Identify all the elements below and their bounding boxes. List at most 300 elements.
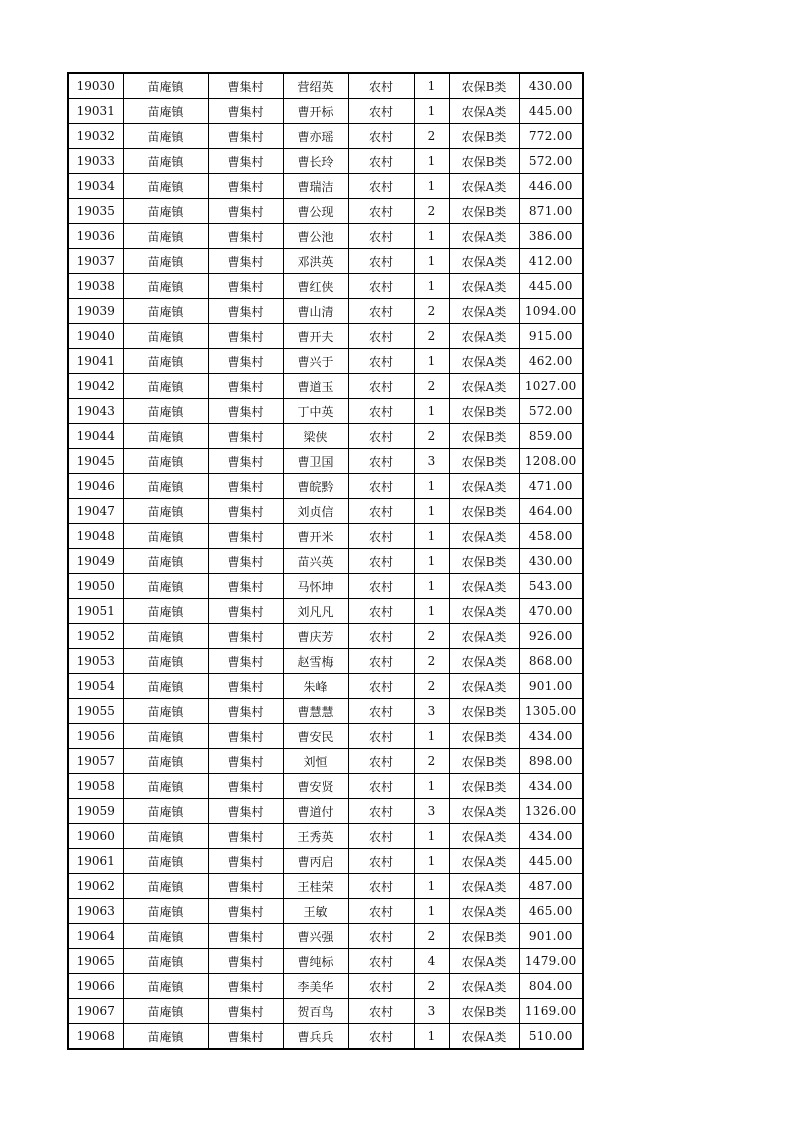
table-row [68, 99, 583, 124]
amount-cell: 772.00 [519, 124, 583, 149]
town-cell: 苗庵镇 [123, 349, 208, 374]
table-row [68, 649, 583, 674]
category-cell: 农保A类 [449, 99, 519, 124]
type-cell: 农村 [348, 199, 414, 224]
category-cell: 农保B类 [449, 699, 519, 724]
amount-cell: 445.00 [519, 274, 583, 299]
category-cell: 农保A类 [449, 249, 519, 274]
count-cell: 2 [414, 974, 449, 999]
village-cell: 曹集村 [208, 224, 283, 249]
village-cell: 曹集村 [208, 749, 283, 774]
count-cell: 1 [414, 1024, 449, 1050]
category-cell: 农保A类 [449, 624, 519, 649]
town-cell: 苗庵镇 [123, 424, 208, 449]
type-cell: 农村 [348, 449, 414, 474]
category-cell: 农保A类 [449, 899, 519, 924]
town-cell: 苗庵镇 [123, 99, 208, 124]
village-cell: 曹集村 [208, 874, 283, 899]
table-row [68, 674, 583, 699]
amount-cell: 1208.00 [519, 449, 583, 474]
village-cell: 曹集村 [208, 73, 283, 99]
town-cell: 苗庵镇 [123, 799, 208, 824]
type-cell: 农村 [348, 224, 414, 249]
name-cell: 曹庆芳 [283, 624, 348, 649]
type-cell: 农村 [348, 799, 414, 824]
category-cell: 农保A类 [449, 274, 519, 299]
table-row [68, 999, 583, 1024]
category-cell: 农保A类 [449, 299, 519, 324]
count-cell: 2 [414, 299, 449, 324]
amount-cell: 465.00 [519, 899, 583, 924]
village-cell: 曹集村 [208, 999, 283, 1024]
count-cell: 2 [414, 199, 449, 224]
amount-cell: 1027.00 [519, 374, 583, 399]
village-cell: 曹集村 [208, 149, 283, 174]
type-cell: 农村 [348, 974, 414, 999]
count-cell: 1 [414, 574, 449, 599]
type-cell: 农村 [348, 1024, 414, 1050]
id-cell: 19030 [68, 73, 123, 99]
table-row [68, 424, 583, 449]
table-row [68, 199, 583, 224]
id-cell: 19068 [68, 1024, 123, 1050]
category-cell: 农保A类 [449, 374, 519, 399]
count-cell: 4 [414, 949, 449, 974]
amount-cell: 1305.00 [519, 699, 583, 724]
amount-cell: 510.00 [519, 1024, 583, 1050]
amount-cell: 446.00 [519, 174, 583, 199]
type-cell: 农村 [348, 349, 414, 374]
amount-cell: 471.00 [519, 474, 583, 499]
town-cell: 苗庵镇 [123, 274, 208, 299]
name-cell: 曹红侠 [283, 274, 348, 299]
amount-cell: 464.00 [519, 499, 583, 524]
town-cell: 苗庵镇 [123, 499, 208, 524]
count-cell: 2 [414, 124, 449, 149]
table-row [68, 499, 583, 524]
category-cell: 农保B类 [449, 924, 519, 949]
village-cell: 曹集村 [208, 574, 283, 599]
table-row [68, 974, 583, 999]
id-cell: 19052 [68, 624, 123, 649]
village-cell: 曹集村 [208, 549, 283, 574]
table-row [68, 399, 583, 424]
id-cell: 19042 [68, 374, 123, 399]
village-cell: 曹集村 [208, 249, 283, 274]
name-cell: 刘恒 [283, 749, 348, 774]
name-cell: 曹道玉 [283, 374, 348, 399]
category-cell: 农保A类 [449, 849, 519, 874]
name-cell: 苗兴英 [283, 549, 348, 574]
village-cell: 曹集村 [208, 324, 283, 349]
category-cell: 农保A类 [449, 649, 519, 674]
amount-cell: 434.00 [519, 774, 583, 799]
name-cell: 曹道付 [283, 799, 348, 824]
town-cell: 苗庵镇 [123, 849, 208, 874]
category-cell: 农保B类 [449, 499, 519, 524]
count-cell: 3 [414, 449, 449, 474]
town-cell: 苗庵镇 [123, 174, 208, 199]
table-row [68, 524, 583, 549]
village-cell: 曹集村 [208, 724, 283, 749]
name-cell: 营绍英 [283, 73, 348, 99]
type-cell: 农村 [348, 849, 414, 874]
table-row [68, 224, 583, 249]
id-cell: 19044 [68, 424, 123, 449]
name-cell: 邓洪英 [283, 249, 348, 274]
type-cell: 农村 [348, 624, 414, 649]
name-cell: 朱峰 [283, 674, 348, 699]
town-cell: 苗庵镇 [123, 774, 208, 799]
name-cell: 曹皖黔 [283, 474, 348, 499]
town-cell: 苗庵镇 [123, 73, 208, 99]
village-cell: 曹集村 [208, 124, 283, 149]
table-row [68, 899, 583, 924]
amount-cell: 926.00 [519, 624, 583, 649]
count-cell: 2 [414, 924, 449, 949]
category-cell: 农保B类 [449, 399, 519, 424]
village-cell: 曹集村 [208, 199, 283, 224]
table-row [68, 449, 583, 474]
type-cell: 农村 [348, 699, 414, 724]
table-row [68, 724, 583, 749]
count-cell: 1 [414, 224, 449, 249]
table-row [68, 749, 583, 774]
category-cell: 农保A类 [449, 1024, 519, 1050]
table-row [68, 874, 583, 899]
count-cell: 1 [414, 524, 449, 549]
table-row [68, 299, 583, 324]
name-cell: 曹瑞洁 [283, 174, 348, 199]
type-cell: 农村 [348, 749, 414, 774]
village-cell: 曹集村 [208, 624, 283, 649]
category-cell: 农保A类 [449, 574, 519, 599]
category-cell: 农保A类 [449, 949, 519, 974]
table-row [68, 124, 583, 149]
name-cell: 刘贞信 [283, 499, 348, 524]
town-cell: 苗庵镇 [123, 374, 208, 399]
name-cell: 曹安贤 [283, 774, 348, 799]
type-cell: 农村 [348, 474, 414, 499]
amount-cell: 386.00 [519, 224, 583, 249]
town-cell: 苗庵镇 [123, 599, 208, 624]
id-cell: 19061 [68, 849, 123, 874]
count-cell: 1 [414, 474, 449, 499]
table-row [68, 274, 583, 299]
village-cell: 曹集村 [208, 299, 283, 324]
category-cell: 农保B类 [449, 724, 519, 749]
id-cell: 19063 [68, 899, 123, 924]
village-cell: 曹集村 [208, 924, 283, 949]
name-cell: 曹开米 [283, 524, 348, 549]
village-cell: 曹集村 [208, 274, 283, 299]
town-cell: 苗庵镇 [123, 924, 208, 949]
id-cell: 19055 [68, 699, 123, 724]
village-cell: 曹集村 [208, 499, 283, 524]
name-cell: 梁侠 [283, 424, 348, 449]
type-cell: 农村 [348, 724, 414, 749]
id-cell: 19036 [68, 224, 123, 249]
table-row [68, 249, 583, 274]
category-cell: 农保A类 [449, 524, 519, 549]
village-cell: 曹集村 [208, 99, 283, 124]
category-cell: 农保A类 [449, 349, 519, 374]
town-cell: 苗庵镇 [123, 824, 208, 849]
table-body [68, 73, 583, 1049]
table-row [68, 849, 583, 874]
id-cell: 19066 [68, 974, 123, 999]
type-cell: 农村 [348, 649, 414, 674]
id-cell: 19065 [68, 949, 123, 974]
id-cell: 19034 [68, 174, 123, 199]
name-cell: 曹安民 [283, 724, 348, 749]
count-cell: 2 [414, 374, 449, 399]
table-row [68, 349, 583, 374]
count-cell: 1 [414, 824, 449, 849]
count-cell: 1 [414, 899, 449, 924]
name-cell: 曹纯标 [283, 949, 348, 974]
id-cell: 19037 [68, 249, 123, 274]
table-row [68, 799, 583, 824]
amount-cell: 1094.00 [519, 299, 583, 324]
village-cell: 曹集村 [208, 174, 283, 199]
type-cell: 农村 [348, 899, 414, 924]
category-cell: 农保A类 [449, 874, 519, 899]
id-cell: 19046 [68, 474, 123, 499]
id-cell: 19039 [68, 299, 123, 324]
count-cell: 1 [414, 774, 449, 799]
amount-cell: 412.00 [519, 249, 583, 274]
amount-cell: 804.00 [519, 974, 583, 999]
amount-cell: 915.00 [519, 324, 583, 349]
name-cell: 马怀坤 [283, 574, 348, 599]
category-cell: 农保B类 [449, 774, 519, 799]
table-row [68, 149, 583, 174]
type-cell: 农村 [348, 924, 414, 949]
town-cell: 苗庵镇 [123, 674, 208, 699]
count-cell: 1 [414, 249, 449, 274]
type-cell: 农村 [348, 549, 414, 574]
count-cell: 1 [414, 99, 449, 124]
category-cell: 农保B类 [449, 149, 519, 174]
table-row [68, 549, 583, 574]
name-cell: 曹丙启 [283, 849, 348, 874]
type-cell: 农村 [348, 524, 414, 549]
id-cell: 19038 [68, 274, 123, 299]
amount-cell: 868.00 [519, 649, 583, 674]
id-cell: 19062 [68, 874, 123, 899]
table-row [68, 949, 583, 974]
village-cell: 曹集村 [208, 899, 283, 924]
name-cell: 曹山清 [283, 299, 348, 324]
id-cell: 19041 [68, 349, 123, 374]
type-cell: 农村 [348, 999, 414, 1024]
name-cell: 曹公池 [283, 224, 348, 249]
id-cell: 19067 [68, 999, 123, 1024]
type-cell: 农村 [348, 374, 414, 399]
name-cell: 曹兵兵 [283, 1024, 348, 1050]
id-cell: 19032 [68, 124, 123, 149]
category-cell: 农保B类 [449, 749, 519, 774]
village-cell: 曹集村 [208, 349, 283, 374]
town-cell: 苗庵镇 [123, 299, 208, 324]
data-table [67, 72, 584, 1050]
id-cell: 19035 [68, 199, 123, 224]
name-cell: 曹亦瑶 [283, 124, 348, 149]
amount-cell: 1479.00 [519, 949, 583, 974]
town-cell: 苗庵镇 [123, 249, 208, 274]
table-row [68, 624, 583, 649]
village-cell: 曹集村 [208, 974, 283, 999]
village-cell: 曹集村 [208, 674, 283, 699]
table-row [68, 174, 583, 199]
type-cell: 农村 [348, 249, 414, 274]
village-cell: 曹集村 [208, 1024, 283, 1050]
town-cell: 苗庵镇 [123, 449, 208, 474]
town-cell: 苗庵镇 [123, 474, 208, 499]
count-cell: 3 [414, 699, 449, 724]
id-cell: 19031 [68, 99, 123, 124]
table-row [68, 574, 583, 599]
type-cell: 农村 [348, 949, 414, 974]
id-cell: 19048 [68, 524, 123, 549]
category-cell: 农保B类 [449, 449, 519, 474]
amount-cell: 487.00 [519, 874, 583, 899]
name-cell: 王秀英 [283, 824, 348, 849]
village-cell: 曹集村 [208, 949, 283, 974]
type-cell: 农村 [348, 99, 414, 124]
count-cell: 1 [414, 599, 449, 624]
count-cell: 1 [414, 874, 449, 899]
village-cell: 曹集村 [208, 799, 283, 824]
amount-cell: 898.00 [519, 749, 583, 774]
amount-cell: 462.00 [519, 349, 583, 374]
table-row [68, 824, 583, 849]
village-cell: 曹集村 [208, 424, 283, 449]
name-cell: 李美华 [283, 974, 348, 999]
amount-cell: 434.00 [519, 824, 583, 849]
type-cell: 农村 [348, 124, 414, 149]
category-cell: 农保B类 [449, 424, 519, 449]
amount-cell: 543.00 [519, 574, 583, 599]
count-cell: 1 [414, 73, 449, 99]
category-cell: 农保B类 [449, 999, 519, 1024]
type-cell: 农村 [348, 324, 414, 349]
amount-cell: 572.00 [519, 399, 583, 424]
village-cell: 曹集村 [208, 824, 283, 849]
amount-cell: 572.00 [519, 149, 583, 174]
id-cell: 19057 [68, 749, 123, 774]
id-cell: 19033 [68, 149, 123, 174]
category-cell: 农保A类 [449, 224, 519, 249]
town-cell: 苗庵镇 [123, 224, 208, 249]
table-row [68, 324, 583, 349]
village-cell: 曹集村 [208, 849, 283, 874]
name-cell: 王桂荣 [283, 874, 348, 899]
village-cell: 曹集村 [208, 524, 283, 549]
town-cell: 苗庵镇 [123, 574, 208, 599]
type-cell: 农村 [348, 73, 414, 99]
category-cell: 农保B类 [449, 124, 519, 149]
name-cell: 刘凡凡 [283, 599, 348, 624]
name-cell: 曹长玲 [283, 149, 348, 174]
town-cell: 苗庵镇 [123, 999, 208, 1024]
town-cell: 苗庵镇 [123, 974, 208, 999]
name-cell: 曹兴于 [283, 349, 348, 374]
id-cell: 19053 [68, 649, 123, 674]
type-cell: 农村 [348, 424, 414, 449]
town-cell: 苗庵镇 [123, 724, 208, 749]
name-cell: 曹慧慧 [283, 699, 348, 724]
category-cell: 农保A类 [449, 799, 519, 824]
category-cell: 农保A类 [449, 674, 519, 699]
amount-cell: 901.00 [519, 674, 583, 699]
type-cell: 农村 [348, 399, 414, 424]
count-cell: 2 [414, 649, 449, 674]
count-cell: 1 [414, 549, 449, 574]
table-row [68, 474, 583, 499]
id-cell: 19047 [68, 499, 123, 524]
town-cell: 苗庵镇 [123, 649, 208, 674]
amount-cell: 470.00 [519, 599, 583, 624]
table-row [68, 924, 583, 949]
type-cell: 农村 [348, 674, 414, 699]
count-cell: 1 [414, 849, 449, 874]
id-cell: 19043 [68, 399, 123, 424]
town-cell: 苗庵镇 [123, 749, 208, 774]
amount-cell: 901.00 [519, 924, 583, 949]
count-cell: 1 [414, 274, 449, 299]
village-cell: 曹集村 [208, 449, 283, 474]
amount-cell: 430.00 [519, 549, 583, 574]
table-row [68, 374, 583, 399]
town-cell: 苗庵镇 [123, 324, 208, 349]
count-cell: 1 [414, 724, 449, 749]
village-cell: 曹集村 [208, 599, 283, 624]
name-cell: 曹公现 [283, 199, 348, 224]
category-cell: 农保A类 [449, 974, 519, 999]
village-cell: 曹集村 [208, 374, 283, 399]
amount-cell: 445.00 [519, 99, 583, 124]
amount-cell: 859.00 [519, 424, 583, 449]
type-cell: 农村 [348, 274, 414, 299]
name-cell: 赵雪梅 [283, 649, 348, 674]
category-cell: 农保A类 [449, 174, 519, 199]
name-cell: 丁中英 [283, 399, 348, 424]
town-cell: 苗庵镇 [123, 199, 208, 224]
village-cell: 曹集村 [208, 474, 283, 499]
type-cell: 农村 [348, 299, 414, 324]
category-cell: 农保A类 [449, 824, 519, 849]
village-cell: 曹集村 [208, 649, 283, 674]
amount-cell: 430.00 [519, 73, 583, 99]
name-cell: 曹兴强 [283, 924, 348, 949]
count-cell: 2 [414, 674, 449, 699]
village-cell: 曹集村 [208, 774, 283, 799]
id-cell: 19054 [68, 674, 123, 699]
category-cell: 农保B类 [449, 199, 519, 224]
count-cell: 2 [414, 624, 449, 649]
town-cell: 苗庵镇 [123, 624, 208, 649]
type-cell: 农村 [348, 499, 414, 524]
name-cell: 王敏 [283, 899, 348, 924]
type-cell: 农村 [348, 599, 414, 624]
id-cell: 19056 [68, 724, 123, 749]
amount-cell: 1169.00 [519, 999, 583, 1024]
amount-cell: 458.00 [519, 524, 583, 549]
count-cell: 1 [414, 174, 449, 199]
table-row [68, 599, 583, 624]
